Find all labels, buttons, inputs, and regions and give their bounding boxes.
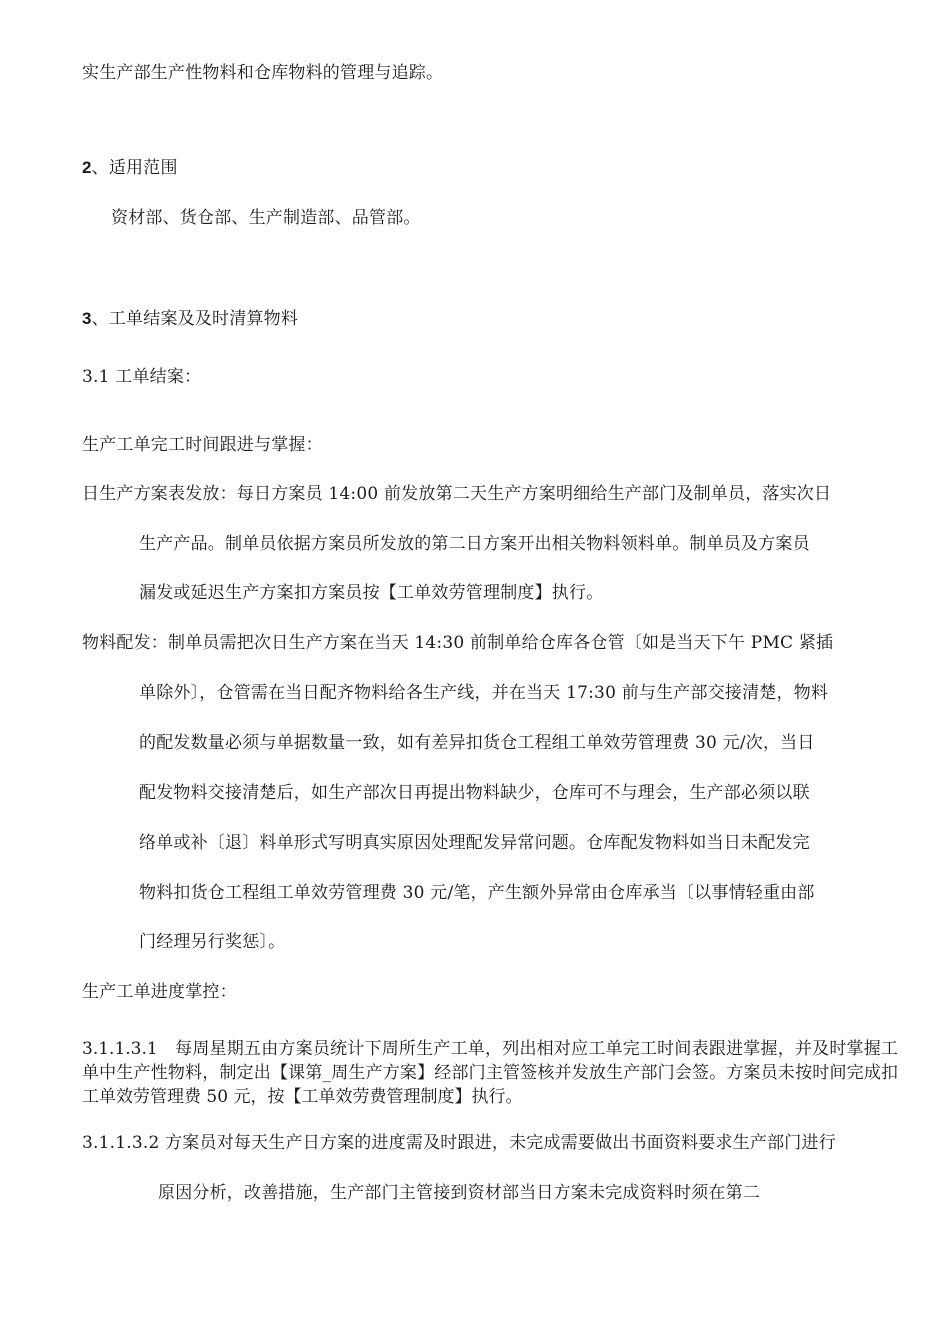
daily-plan-line-3: 漏发或延迟生产方案扣方案员按【工单效劳管理制度】执行。 — [139, 583, 604, 603]
section-3-heading — [82, 308, 298, 330]
material-line-5: 络单或补〔退〕料单形式写明真实原因处理配发异常问题。仓库配发物料如当日未配发完 — [139, 833, 810, 853]
clause-3-1-1-3-2-line-2: 原因分析，改善措施，生产部门主管接到资材部当日方案未完成资料时须在第二 — [158, 1183, 760, 1203]
tracking-heading: 生产工单完工时间跟进与掌握： — [82, 435, 323, 455]
section-2-body: 资材部、货仓部、生产制造部、品管部。 — [111, 208, 421, 228]
section-2-title: 、适用范围 — [91, 158, 178, 178]
section-3-number: 3 — [82, 309, 92, 328]
progress-heading: 生产工单进度掌控： — [82, 982, 237, 1002]
daily-plan-line-1: 日生产方案表发放：每日方案员 14:00 前发放第二天生产方案明细给生产部门及制单员，落实次日 — [82, 484, 832, 504]
material-line-4: 配发物料交接清楚后，如生产部次日再提出物料缺少，仓库可不与理会，生产部必须以联 — [139, 783, 810, 803]
clause-3-1-1-3-1: 3.1.1.3.1 每周星期五由方案员统计下周所生产工单，列出相对应工单完工时间表跟进掌握，并及时掌握工单中生产性物料，制定出【课第_周生产方案】经部门主管签核并发放生产部门会签。方案员未按时间完成扣工单效劳管理费 50 元，按【工单效劳费管理制度】执行。 — [82, 1039, 898, 1107]
intro-line: 实生产部生产性物料和仓库物料的管理与追踪。 — [82, 63, 444, 83]
section-2-number: 2 — [82, 158, 92, 177]
material-line-7: 门经理另行奖惩〕。 — [139, 932, 286, 952]
daily-plan-line-2: 生产产品。制单员依据方案员所发放的第二日方案开出相关物料领料单。制单员及方案员 — [139, 534, 810, 554]
section-3-1-heading: 3.1 工单结案： — [82, 367, 202, 387]
section-2-heading — [82, 157, 178, 179]
material-line-3: 的配发数量必须与单据数量一致，如有差异扣货仓工程组工单效劳管理费 30 元/次，当日 — [139, 733, 815, 753]
material-line-2: 单除外〕，仓管需在当日配齐物料给各生产线，并在当天 17:30 前与生产部交接清楚，物料 — [139, 683, 829, 703]
section-3-title: 、工单结案及及时清算物料 — [91, 309, 299, 329]
clause-3-1-1-3-2-line-1: 3.1.1.3.2 方案员对每天生产日方案的进度需及时跟进，未完成需要做出书面资料要求生产部门进行 — [82, 1133, 836, 1153]
material-line-1: 物料配发：制单员需把次日生产方案在当天 14:30 前制单给仓库各仓管〔如是当天下午 PMC 紧插 — [82, 633, 834, 653]
material-line-6: 物料扣货仓工程组工单效劳管理费 30 元/笔，产生额外异常由仓库承当〔以事情轻重由部 — [139, 883, 815, 903]
